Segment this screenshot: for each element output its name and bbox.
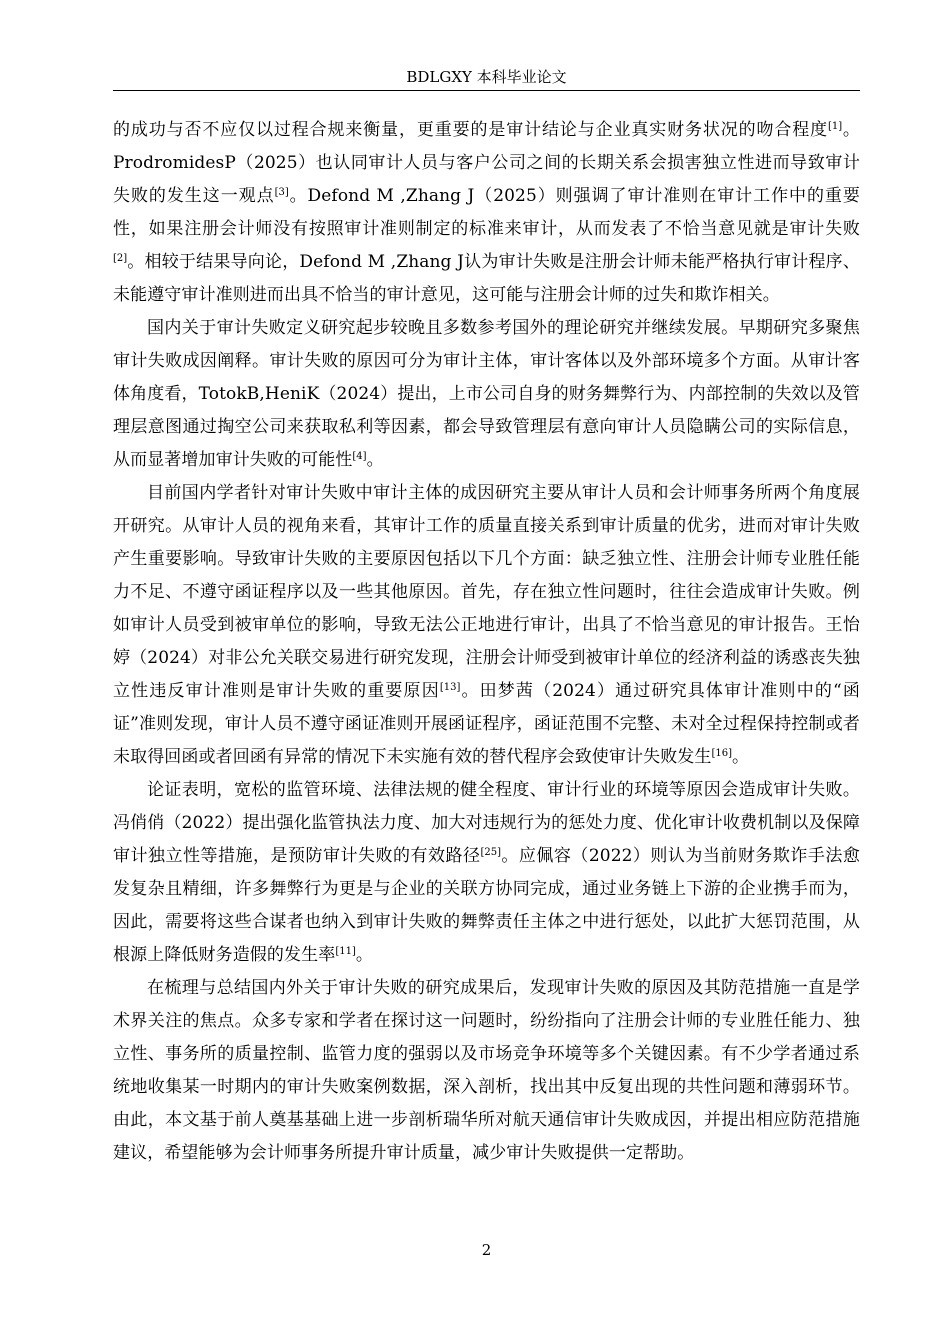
paragraph-text: 。相较于结果导向论，Defond M ,Zhang J认为审计失败是注册会计师未能严格执行审计程序、未能遵守审计准则进而出具不恰当的审计意见，这可能与注册会计师的过失和欺诈相关。: [113, 252, 860, 305]
paragraph: [113, 114, 860, 312]
paragraph: [113, 774, 860, 972]
paragraph-text: 国内关于审计失败定义研究起步较晚且多数参考国外的理论研究并继续发展。早期研究多聚焦审计失败成因阐释。审计失败的原因可分为审计主体，审计客体以及外部环境多个方面。从审计客体角度看，TotokB,HeniK（2024）提出，上市公司自身的财务舞弊行为、内部控制的失效以及管理层意图通过掏空公司来获取私利等因素，都会导致管理层有意向审计人员隐瞒公司的实际信息，从而显著增加审计失败的可能性: [113, 318, 860, 470]
page-number-value: 2: [481, 1241, 492, 1259]
citation-ref: [11]: [335, 946, 356, 957]
paragraph-text: 论证表明，宽松的监管环境、法律法规的健全程度、审计行业的环境等原因会造成审计失败。冯俏俏（2022）提出强化监管执法力度、加大对违规行为的惩处力度、优化审计收费机制以及保障审计独立性等措施，是预防审计失败的有效路径: [113, 780, 860, 866]
paragraph-text: 。Defond M ,Zhang J（2025）则强调了审计准则在审计工作中的重要性，如果注册会计师没有按照审计准则制定的标准来审计，从而发表了不恰当意见就是审计失败: [113, 186, 860, 239]
page-number: [113, 1238, 860, 1262]
paragraph-text: 。田梦茜（2024）通过研究具体审计准则中的“函证”准则发现，审计人员不遵守函证准则开展函证程序，函证范围不完整、未对全过程保持控制或者未取得回函或者回函有异常的情况下未实施有效的替代程序会致使审计失败发生: [113, 681, 860, 767]
citation-ref: [25]: [480, 847, 501, 858]
paragraph: [113, 312, 860, 477]
paragraph-text: 。: [366, 450, 384, 470]
citation-ref: [4]: [352, 451, 367, 462]
paragraph: [113, 477, 860, 774]
citation-ref: [3]: [274, 187, 289, 198]
paragraph-text: 的成功与否不应仅以过程合规来衡量，更重要的是审计结论与企业真实财务状况的吻合程度: [113, 120, 828, 140]
citation-ref: [16]: [711, 748, 733, 759]
paragraph-text: 目前国内学者针对审计失败中审计主体的成因研究主要从审计人员和会计师事务所两个角度展开研究。从审计人员的视角来看，其审计工作的质量直接关系到审计质量的优劣，进而对审计失败产生重要影响。导致审计失败的主要原因包括以下几个方面：缺乏独立性、注册会计师专业胜任能力不足、不遵守函证程序以及一些其他原因。首先，存在独立性问题时，往往会造成审计失败。例如审计人员受到被审单位的影响，导致无法公正地进行审计，出具了不恰当意见的审计报告。王怡婷（2024）对非公允关联交易进行研究发现，注册会计师受到被审计单位的经济利益的诱惑丧失独立性违反审计准则是审计失败的重要原因: [113, 483, 860, 701]
paragraph-text: 。应佩容（2022）则认为当前财务欺诈手法愈发复杂且精细，许多舞弊行为更是与企业的关联方协同完成，通过业务链上下游的企业携手而为，因此，需要将这些合谋者也纳入到审计失败的舞弊责任主体之中进行惩处，以此扩大惩罚范围，从根源上降低财务造假的发生率: [113, 846, 860, 965]
paragraph: [113, 972, 860, 1170]
paragraph-text: 。: [355, 945, 373, 965]
paragraph-text: 在梳理与总结国内外关于审计失败的研究成果后，发现审计失败的原因及其防范措施一直是学术界关注的焦点。众多专家和学者在探讨这一问题时，纷纷指向了注册会计师的专业胜任能力、独立性、事务所的质量控制、监管力度的强弱以及市场竞争环境等多个关键因素。有不少学者通过系统地收集某一时期内的审计失败案例数据，深入剖析，找出其中反复出现的共性问题和薄弱环节。由此，本文基于前人奠基基础上进一步剖析瑞华所对航天通信审计失败成因，并提出相应防范措施建议，希望能够为会计师事务所提升审计质量，减少审计失败提供一定帮助。: [113, 978, 860, 1163]
citation-ref: [13]: [439, 682, 461, 693]
paragraph-text: 。ProdromidesP（2025）也认同审计人员与客户公司之间的长期关系会损害独立性进而导致审计失败的发生这一观点: [113, 120, 860, 206]
citation-ref: [1]: [827, 121, 843, 132]
citation-ref: [2]: [113, 253, 128, 264]
header-title: BDLGXY 本科毕业论文: [406, 68, 567, 86]
body-text: [113, 114, 860, 1170]
running-header: [113, 64, 860, 91]
paragraph-text: 。: [732, 747, 750, 767]
